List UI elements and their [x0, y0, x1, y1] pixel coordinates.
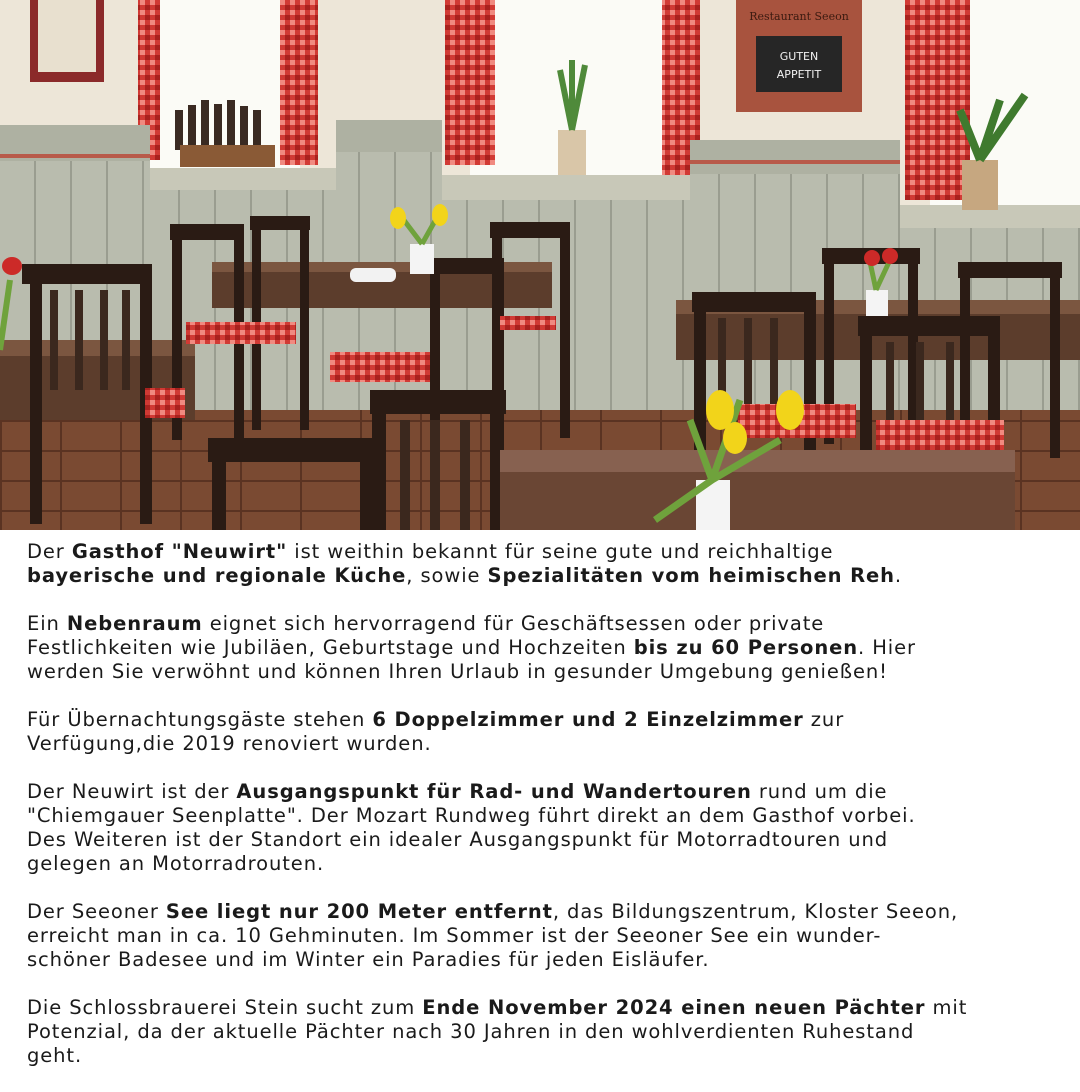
paragraph-4 [27, 780, 1080, 876]
body-text: zur [803, 708, 845, 731]
highlight-text: Ende November 2024 einen neuen Pächter [422, 996, 926, 1019]
body-text: . Hier [858, 636, 916, 659]
body-text: Der Neuwirt ist der [27, 780, 237, 803]
highlight-text: Nebenraum [66, 612, 203, 635]
highlight-text: 6 Doppelzimmer und 2 Einzelzimmer [372, 708, 804, 731]
body-text: Der Seeoner [27, 900, 166, 923]
highlight-text: Spezialitäten vom heimischen Reh [487, 564, 895, 587]
svg-text:Restaurant Seeon: Restaurant Seeon [749, 10, 849, 23]
text-line [27, 804, 1080, 828]
body-text: Die Schlossbrauerei Stein sucht zum [27, 996, 423, 1019]
body-text: Verfügung,die 2019 renoviert wurden. [27, 732, 432, 755]
body-text: rund um die [751, 780, 888, 803]
svg-text:GUTEN: GUTEN [779, 50, 819, 63]
body-text: Festlichkeiten wie Jubiläen, Geburtstage und Hochzeiten [27, 636, 634, 659]
body-text: "Chiemgauer Seenplatte". Der Mozart Rundweg führt direkt an dem Gasthof vorbei. [27, 804, 916, 827]
body-text: schöner Badesee und im Winter ein Paradies für jeden Eisläufer. [27, 948, 710, 971]
text-line [27, 660, 1080, 684]
text-line [27, 732, 1080, 756]
highlight-text: See liegt nur 200 Meter entfernt [165, 900, 553, 923]
body-text: werden Sie verwöhnt und können Ihren Urlaub in gesunder Umgebung genießen! [27, 660, 888, 683]
text-line [27, 708, 1080, 732]
body-text: eignet sich hervorragend für Geschäftsessen oder private [202, 612, 825, 635]
text-line [27, 636, 1080, 660]
body-text: erreicht man in ca. 10 Gehminuten. Im Sommer ist der Seeoner See ein wunder- [27, 924, 882, 947]
text-line [27, 996, 1080, 1020]
text-line [27, 612, 1080, 636]
text-line [27, 924, 1080, 948]
body-text: geht. [27, 1044, 83, 1067]
body-text: Ein [27, 612, 67, 635]
text-line [27, 540, 1080, 564]
text-line [27, 828, 1080, 852]
highlight-text: Gasthof "Neuwirt" [71, 540, 288, 563]
text-line [27, 900, 1080, 924]
body-text: Des Weiteren ist der Standort ein idealer Ausgangspunkt für Motorradtouren und [27, 828, 889, 851]
highlight-text: bayerische und regionale Küche [27, 564, 407, 587]
text-line [27, 1044, 1080, 1068]
text-line [27, 564, 1080, 588]
body-text: Für Übernachtungsgäste stehen [27, 708, 373, 731]
highlight-text: Ausgangspunkt für Rad- und Wandertouren [236, 780, 752, 803]
body-text: ist weithin bekannt für seine gute und reichhaltige [287, 540, 834, 563]
paragraph-1 [27, 540, 1080, 588]
paragraph-5 [27, 900, 1080, 972]
wall-sign [736, 0, 862, 112]
body-text: . [894, 564, 903, 587]
body-text: gelegen an Motorradrouten. [27, 852, 325, 875]
text-line [27, 948, 1080, 972]
text-line [27, 1020, 1080, 1044]
paragraph-2 [27, 612, 1080, 684]
highlight-text: bis zu 60 Personen [633, 636, 859, 659]
body-text: , sowie [406, 564, 488, 587]
body-text: mit [925, 996, 968, 1019]
body-text: , das Bildungszentrum, Kloster Seeon, [552, 900, 959, 923]
text-line [27, 780, 1080, 804]
svg-text:APPETIT: APPETIT [776, 68, 822, 81]
body-text: Der [27, 540, 72, 563]
restaurant-photo [0, 0, 1080, 530]
text-line [27, 852, 1080, 876]
paragraph-6 [27, 996, 1080, 1068]
description-text [27, 540, 1080, 1092]
paragraph-3 [27, 708, 1080, 756]
body-text: Potenzial, da der aktuelle Pächter nach 30 Jahren in den wohlverdienten Ruhestand [27, 1020, 915, 1043]
